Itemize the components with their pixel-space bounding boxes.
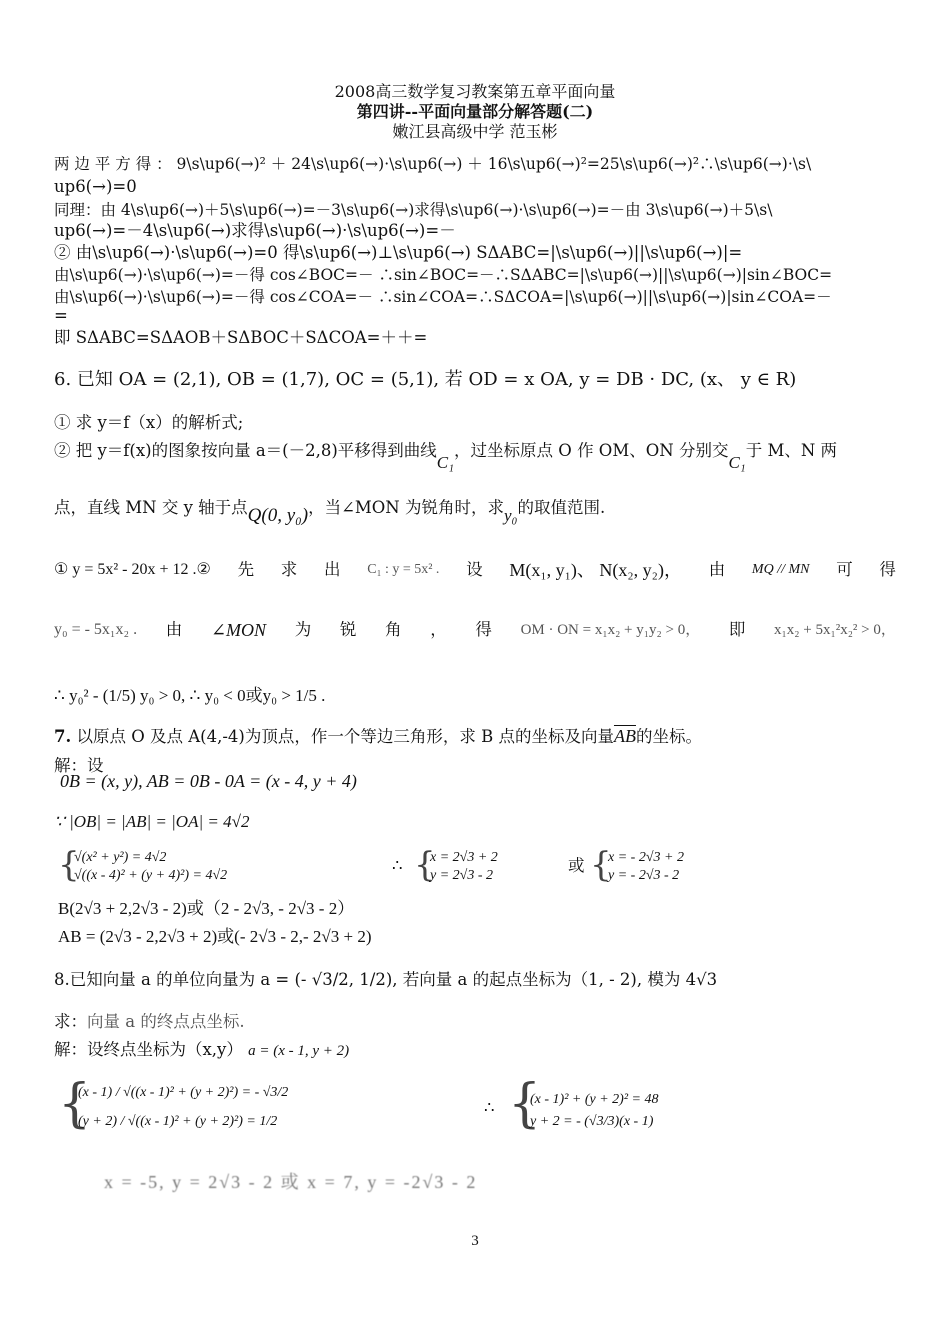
problem7-number: 7. <box>54 727 72 746</box>
problem8-final-answer-blurred: x = -5, y = 2√3 - 2 或 x = 7, y = -2√3 - 2 <box>104 1172 478 1192</box>
problem6-solution-1 <box>54 560 896 580</box>
sol2-seg-10: x₁x₂ + 5x₁²x₂² > 0， <box>774 622 896 638</box>
author-line: 嫩江县高级中学 范玉彬 <box>392 122 558 141</box>
problem8-solution-label: 解：设终点坐标为（x,y） <box>54 1040 243 1059</box>
problem8-solution-vector: a = (x - 1, y + 2) <box>248 1043 350 1059</box>
problem7-sys-r1-2: y = 2√3 - 2 <box>430 868 494 883</box>
sol1-seg-5: 设 <box>466 560 483 579</box>
problem7-solution-label: 解：设 <box>54 756 104 775</box>
problem7-or: 或 <box>568 856 585 875</box>
problem8-ask-text: 向量 a 的终点点坐标. <box>87 1012 245 1031</box>
problem8-ask <box>54 1012 245 1032</box>
problem6-solution-2 <box>54 620 896 640</box>
problem7-left-brace: { <box>58 845 80 885</box>
sol1-seg-2: 求 <box>280 560 298 579</box>
problem7-sys-r2-1: x = - 2√3 + 2 <box>608 850 684 865</box>
problem7-sys-left-2: √((x - 4)² + (y + 4)²) = 4√2 <box>74 868 228 883</box>
sol1-seg-3: 出 <box>324 560 341 579</box>
sol2-seg-4: 锐 <box>339 620 357 639</box>
body-line-5: ② 由\s\up6(→)·\s\up6(→)=0 得\s\up6(→)⊥\s\up6(→) SΔABC=|\s\up6(→)||\s\up6(→)|= <box>54 243 743 262</box>
y0-symbol: y₀ <box>504 506 518 525</box>
problem6-statement: 6. 已知 OA = (2,1), OB = (1,7), OC = (5,1), 若 OD = x OA, y = DB · DC, (x、 y ∈ R) <box>54 369 797 390</box>
problem6-part2b: ，过坐标原点 O 作 OM、ON 分别交 <box>454 441 729 460</box>
problem8-brace-2: { <box>508 1074 542 1134</box>
problem6-part2e: ，当∠MON 为锐角时，求 <box>308 498 504 517</box>
body-line-6: 由\s\up6(→)·\s\up6(→)=－得 cos∠BOC=－ ∴sin∠BOC=－∴SΔABC=|\s\up6(→)||\s\up6(→)|sin∠BOC= <box>54 266 833 284</box>
sol1-seg-0: ① y = 5x² - 20x + 12 .② <box>54 561 211 578</box>
problem8-sys-l1: (x - 1) / √((x - 1)² + (y + 2)²) = - √3/2 <box>78 1085 289 1100</box>
problem6-solution-3: ∴ y₀² - (1/5) y₀ > 0, ∴ y₀ < 0或y₀ > 1/5 . <box>54 686 326 705</box>
problem6-part2a: ② 把 y＝f(x)的图象按向量 a＝(－2,8)平移得到曲线 <box>54 441 437 460</box>
problem8-sys-l2: (y + 2) / √((x - 1)² + (y + 2)²) = 1/2 <box>78 1114 278 1129</box>
body-line-9: 即 SΔABC=SΔAOB＋SΔBOC＋SΔCOA=＋＋= <box>54 328 428 347</box>
problem6-part1: ① 求 y＝f（x）的解析式; <box>54 413 244 432</box>
sol2-seg-1: 由 <box>165 620 183 639</box>
sol2-seg-7: 得 <box>475 620 492 639</box>
body-line-2: up6(→)=0 <box>54 177 137 196</box>
problem7-brace-2: { <box>414 845 436 885</box>
body-line-1: 两 边 平 方 得 ： 9\s\up6(→)² ＋ 24\s\up6(→)·\s\up6(→) ＋ 16\s\up6(→)²=25\s\up6(→)²∴\s\up6(→)·\s\ <box>54 155 812 173</box>
sol1-seg-1: 先 <box>237 560 255 579</box>
sol1-seg-7: 由 <box>708 560 726 579</box>
sol1-seg-10: 得 <box>879 560 896 579</box>
problem7-sys-r1-1: x = 2√3 + 2 <box>430 850 498 865</box>
problem8-statement: 8.已知向量 a 的单位向量为 a = (- √3/2, 1/2), 若向量 a 的起点坐标为（1, - 2), 模为 4√3 <box>54 970 718 989</box>
problem7-eq1: 0B = (x, y), AB = 0B - 0A = (x - 4, y + 4) <box>60 771 357 791</box>
problem7-eq2: ∵ |OB| = |AB| = |OA| = 4√2 <box>54 812 250 831</box>
problem7-sys-left-1: √(x² + y²) = 4√2 <box>74 850 167 865</box>
point-q: Q(0, y₀) <box>247 505 309 526</box>
page-number: 3 <box>471 1233 479 1249</box>
vector-ab: $\overline{AB}$ <box>613 726 636 746</box>
body-line-7: 由\s\up6(→)·\s\up6(→)=－得 cos∠COA=－ ∴sin∠COA=∴SΔCOA=|\s\up6(→)||\s\up6(→)|sin∠COA=－ <box>54 288 832 306</box>
problem8-therefore: ∴ <box>484 1098 495 1117</box>
problem6-part2d: 点，直线 MN 交 y 轴于点 <box>54 498 248 517</box>
sol1-seg-9: 可 <box>836 560 853 579</box>
sol2-seg-0: y₀ = - 5x₁x₂ . <box>54 621 138 638</box>
problem6-part2-cont <box>54 498 606 526</box>
problem7-text: 以原点 O 及点 A(4,-4)为顶点，作一个等边三角形，求 B 点的坐标及向量 <box>76 727 614 746</box>
document-subtitle: 第四讲--平面向量部分解答题(二) <box>356 102 594 121</box>
problem7-text-end: 的坐标。 <box>635 727 702 746</box>
sol2-seg-9: 即 <box>728 620 746 639</box>
sol2-seg-6: ， <box>430 620 447 639</box>
curve-c1-label: C₁ <box>436 453 455 472</box>
sol1-seg-8: MQ // MN <box>751 562 810 577</box>
problem7-answer-b: B(2√3 + 2,2√3 - 2)或（2 - 2√3, - 2√3 - 2） <box>58 899 355 918</box>
problem6-part2c: 于 M、N 两 <box>745 441 838 460</box>
problem7-sys-r2-2: y = - 2√3 - 2 <box>608 868 680 883</box>
sol1-seg-4: C₁ : y = 5x² . <box>367 562 440 577</box>
sol2-seg-5: 角 <box>385 620 402 639</box>
sol1-seg-6: M(x₁, y₁)、 N(x₂, y₂)， <box>509 560 682 580</box>
problem7-answer-ab: AB = (2√3 - 2,2√3 + 2)或(- 2√3 - 2,- 2√3 + 2) <box>58 927 372 946</box>
problem7-brace-3: { <box>590 845 612 885</box>
problem8-left-brace: { <box>58 1074 92 1134</box>
problem8-solution <box>54 1040 349 1061</box>
sol2-seg-3: 为 <box>294 620 312 639</box>
sol2-seg-8: OM · ON = x₁x₂ + y₁y₂ > 0， <box>520 622 701 638</box>
problem7-therefore: ∴ <box>392 856 403 875</box>
body-line-3: 同理：由 4\s\up6(→)＋5\s\up6(→)=－3\s\up6(→)求得\s\up6(→)·\s\up6(→)=－由 3\s\up6(→)＋5\s\ <box>54 201 773 219</box>
problem8-sys-r1: (x - 1)² + (y + 2)² = 48 <box>530 1092 659 1107</box>
problem8-ask-label: 求： <box>54 1012 87 1031</box>
body-line-8: = <box>54 306 68 325</box>
problem7-statement <box>54 726 702 747</box>
problem6-part2f: 的取值范围. <box>517 498 606 517</box>
curve-c1-label-2: C₁ <box>728 453 746 472</box>
document-title: 2008高三数学复习教案第五章平面向量 <box>334 82 616 101</box>
body-line-4: up6(→)=－4\s\up6(→)求得\s\up6(→)·\s\up6(→)=－ <box>54 221 456 240</box>
sol2-seg-2: ∠MON <box>210 620 267 640</box>
problem8-sys-r2: y + 2 = - (√3/3)(x - 1) <box>530 1114 654 1129</box>
problem6-part2 <box>54 441 838 472</box>
